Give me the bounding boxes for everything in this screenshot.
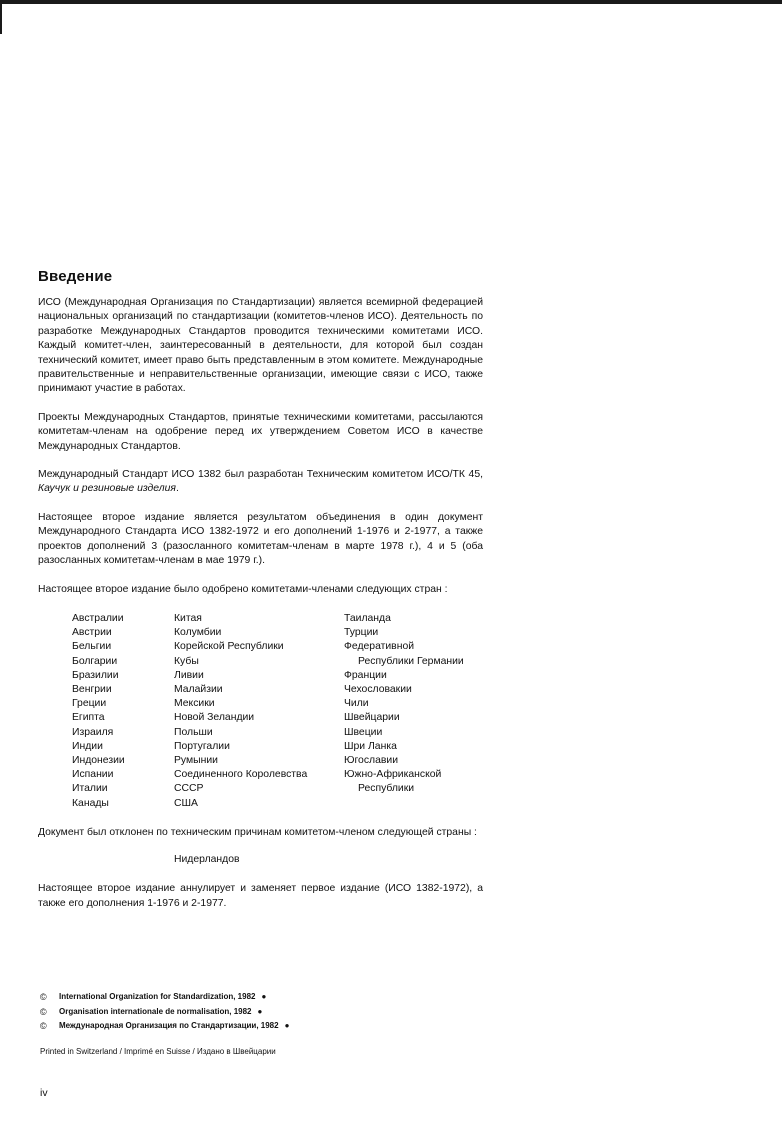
country-item-continued: Республики bbox=[358, 783, 415, 795]
paragraph-approved-by: Настоящее второе издание было одобрено комитетами-членами следующих стран : bbox=[38, 583, 448, 595]
paragraph-edition-merge: Настоящее второе издание является результатом объединения в один документ Международного Стандарта ИСО 1382-1972 и его дополнений 1-1976 и 2-1977, а также проектов дополнений 3 (разосланного комитетам-членам в марте 1978 г.), 4 и 5 (оба разосланных комитетам-членам в мае 1979 г.). bbox=[38, 511, 483, 567]
country-item: Мексики bbox=[174, 698, 215, 710]
page-number: iv bbox=[40, 1087, 48, 1099]
copyright-block bbox=[40, 990, 289, 1034]
bullet-icon: ● bbox=[284, 1021, 290, 1030]
country-item: Швеции bbox=[344, 726, 383, 738]
country-item: Южно-Африканской bbox=[344, 769, 442, 781]
paragraph-iso-about: ИСО (Международная Организация по Стандартизации) является всемирной федерацией национальных организаций по стандартизации (комитетов-членов ИСО). Деятельность по разработке Международных Стандартов проводится техническими комитетами ИСО. Каждый комитет-член, заинтересованный в деятельности, для которой был создан технический комитет, имеет право быть представленным в этом комитете. Международные правительственные и неправительственные организации, имеющие связи с ИСО, также принимают участие в работах. bbox=[38, 297, 483, 395]
committee-title: Каучук и резиновые изделия bbox=[38, 483, 176, 495]
rejecting-country: Нидерландов bbox=[174, 854, 240, 866]
bullet-icon: ● bbox=[261, 992, 267, 1001]
country-item: Югославии bbox=[344, 754, 399, 766]
copyright-line bbox=[40, 1005, 289, 1020]
copyright-line bbox=[40, 990, 289, 1005]
printed-in-note: Printed in Switzerland / Imprimé en Suisse / Издано в Швейцарии bbox=[40, 1047, 276, 1056]
copyright-text: International Organization for Standardization, 1982 bbox=[59, 992, 256, 1001]
country-item: Бельгии bbox=[72, 641, 112, 653]
country-item: Португалии bbox=[174, 740, 230, 752]
country-item: Австрии bbox=[72, 627, 112, 639]
copyright-text: Международная Организация по Стандартизации, 1982 bbox=[59, 1021, 279, 1030]
country-item: Индии bbox=[72, 740, 103, 752]
country-column-1 bbox=[72, 612, 174, 811]
country-item: Венгрии bbox=[72, 683, 112, 695]
country-item: Румынии bbox=[174, 754, 218, 766]
country-item: Индонезии bbox=[72, 754, 125, 766]
country-item: Новой Зеландии bbox=[174, 712, 255, 724]
paragraph-draft-standards: Проекты Международных Стандартов, принятые техническими комитетами, рассылаются комитетам-членам на одобрение перед их утверждением Советом ИСО в качестве Международных Стандартов. bbox=[38, 411, 483, 452]
country-item: Австралии bbox=[72, 612, 124, 624]
country-item: Шри Ланка bbox=[344, 740, 397, 752]
country-item-continued: Республики Германии bbox=[358, 655, 464, 667]
country-item: Китая bbox=[174, 612, 202, 624]
country-item: Малайзии bbox=[174, 683, 223, 695]
country-item: Польши bbox=[174, 726, 213, 738]
copyright-text: Organisation internationale de normalisation, 1982 bbox=[59, 1006, 252, 1016]
country-item: Греции bbox=[72, 698, 107, 710]
country-column-2 bbox=[174, 612, 344, 811]
bullet-icon: ● bbox=[257, 1006, 263, 1016]
country-item: Франции bbox=[344, 669, 387, 681]
country-item: Ливии bbox=[174, 669, 204, 681]
country-item: Соединенного Королевства bbox=[174, 769, 308, 781]
paragraph-standard-origin: Международный Стандарт ИСО 1382 был разработан Техническим комитетом ИСО/ТК 45, Каучук и резиновые изделия. bbox=[38, 469, 483, 495]
country-item: Канады bbox=[72, 797, 109, 809]
country-item: Таиланда bbox=[344, 612, 391, 624]
country-item: Израиля bbox=[72, 726, 114, 738]
country-item: Корейской Республики bbox=[174, 641, 284, 653]
country-item: Федеративной bbox=[344, 641, 415, 653]
country-item: Колумбии bbox=[174, 627, 222, 639]
country-item: Турции bbox=[344, 627, 379, 639]
approving-countries-list bbox=[72, 612, 483, 811]
copyright-line bbox=[40, 1019, 289, 1034]
standard-origin-text: Международный Стандарт ИСО 1382 был разработан Техническим комитетом ИСО/ТК 45, bbox=[38, 469, 483, 481]
country-item: Италии bbox=[72, 783, 108, 795]
scan-edge-top bbox=[0, 0, 782, 4]
country-item: Чехословакии bbox=[344, 683, 412, 695]
country-item: Кубы bbox=[174, 655, 199, 667]
country-item: СССР bbox=[174, 783, 204, 795]
country-item: США bbox=[174, 797, 198, 809]
section-heading: Введение bbox=[38, 268, 113, 285]
copyright-icon: © bbox=[40, 1021, 47, 1031]
paragraph-supersedes: Настоящее второе издание аннулирует и заменяет первое издание (ИСО 1382-1972), а также его дополнения 1-1976 и 2-1977. bbox=[38, 883, 483, 909]
country-item: Чили bbox=[344, 698, 369, 710]
country-item: Испании bbox=[72, 769, 114, 781]
copyright-icon: © bbox=[40, 992, 47, 1002]
country-item: Египта bbox=[72, 712, 105, 724]
country-item: Бразилии bbox=[72, 669, 119, 681]
country-item: Болгарии bbox=[72, 655, 118, 667]
scan-edge-left bbox=[0, 0, 2, 34]
country-item: Швейцарии bbox=[344, 712, 400, 724]
paragraph-rejected-by: Документ был отклонен по техническим причинам комитетом-членом следующей страны : bbox=[38, 826, 477, 838]
copyright-icon: © bbox=[40, 1006, 47, 1017]
introduction-section bbox=[38, 268, 483, 911]
country-column-3 bbox=[344, 612, 504, 811]
